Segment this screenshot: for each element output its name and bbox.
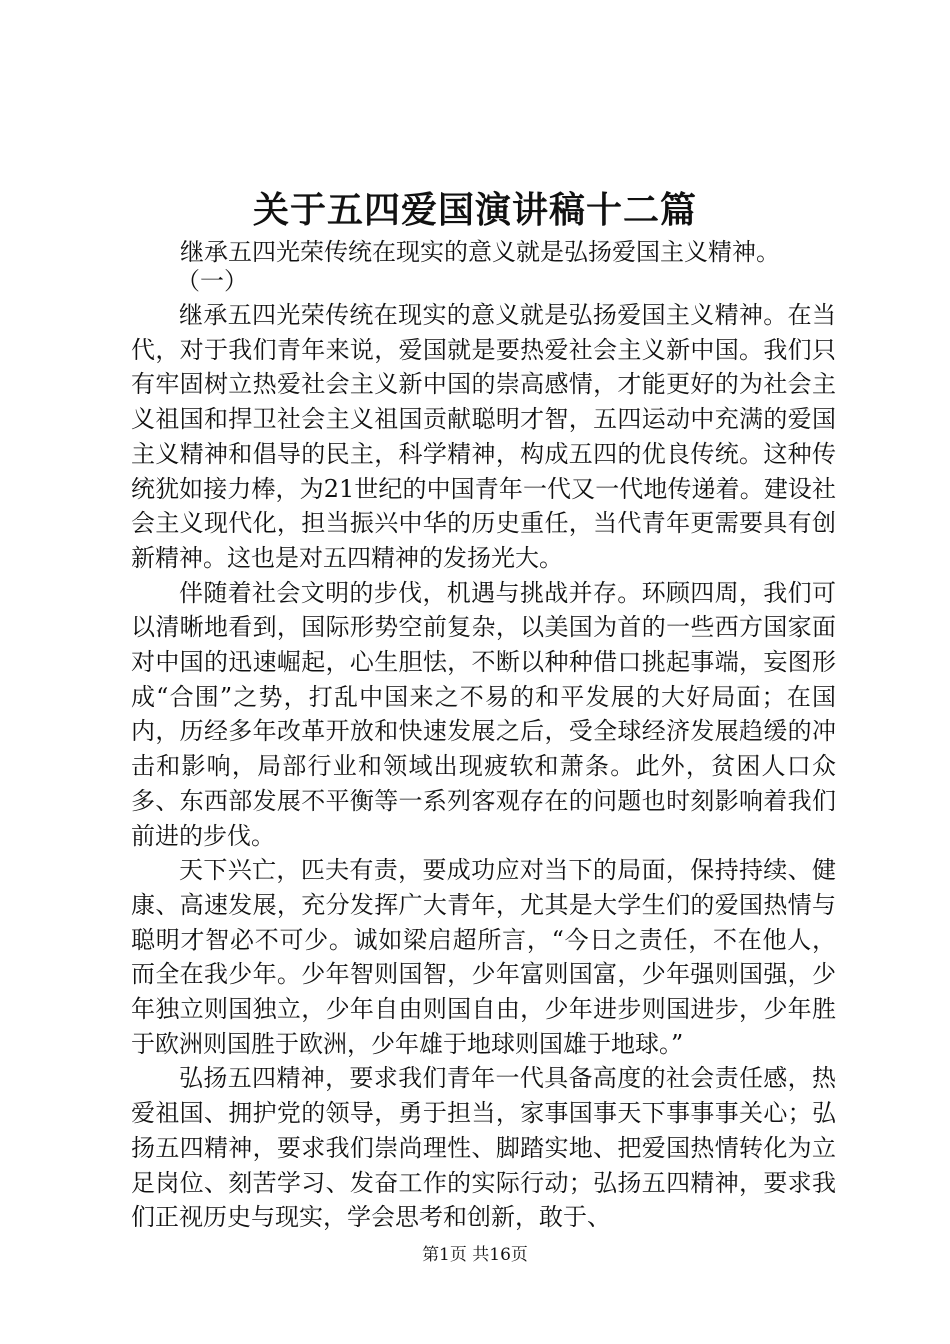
section-label: （一）	[176, 267, 248, 295]
paragraph-3: 天下兴亡，匹夫有责，要成功应对当下的局面，保持持续、健康、高速发展，充分发挥广大青年，尤其是大学生们的爱国热情与聪明才智必不可少。诚如梁启超所言，“今日之责任，不在他人，而全在我少年。少年智则国智，少年富则国富，少年强则国强，少年独立则国独立，少年自由则国自由，少年进步则国进步，少年胜于欧洲则国胜于欧洲，少年雄于地球则国雄于地球。”	[131, 856, 836, 1058]
paragraph-4: 弘扬五四精神，要求我们青年一代具备高度的社会责任感，热爱祖国、拥护党的领导，勇于担当，家事国事天下事事事关心；弘扬五四精神，要求我们崇尚理性、脚踏实地、把爱国热情转化为立足岗位、刻苦学习、发奋工作的实际行动；弘扬五四精神，要求我们正视历史与现实，学会思考和创新，敢于、	[131, 1064, 836, 1232]
paragraph-1: 继承五四光荣传统在现实的意义就是弘扬爱国主义精神。在当代，对于我们青年来说，爱国就是要热爱社会主义新中国。我们只有牢固树立热爱社会主义新中国的崇高感情，才能更好的为社会主义祖国和捍卫社会主义祖国贡献聪明才智，五四运动中充满的爱国主义精神和倡导的民主，科学精神，构成五四的优良传统。这种传统犹如接力棒，为21世纪的中国青年一代又一代地传递着。建设社会主义现代化，担当振兴中华的历史重任，当代青年更需要具有创新精神。这也是对五四精神的发扬光大。	[131, 301, 836, 572]
page-footer: 第1页 共16页	[422, 1245, 528, 1265]
document-title: 关于五四爱国演讲稿十二篇	[252, 189, 697, 231]
document-body	[131, 298, 836, 1235]
document-subtitle: 继承五四光荣传统在现实的意义就是弘扬爱国主义精神。	[180, 238, 780, 266]
paragraph-2: 伴随着社会文明的步伐，机遇与挑战并存。环顾四周，我们可以清晰地看到，国际形势空前复杂，以美国为首的一些西方国家面对中国的迅速崛起，心生胆怯，不断以种种借口挑起事端，妄图形成“合围”之势，打乱中国来之不易的和平发展的大好局面；在国内，历经多年改革开放和快速发展之后，受全球经济发展趋缓的冲击和影响，局部行业和领域出现疲软和萧条。此外，贫困人口众多、东西部发展不平衡等一系列客观存在的问题也时刻影响着我们前进的步伐。	[131, 578, 836, 850]
